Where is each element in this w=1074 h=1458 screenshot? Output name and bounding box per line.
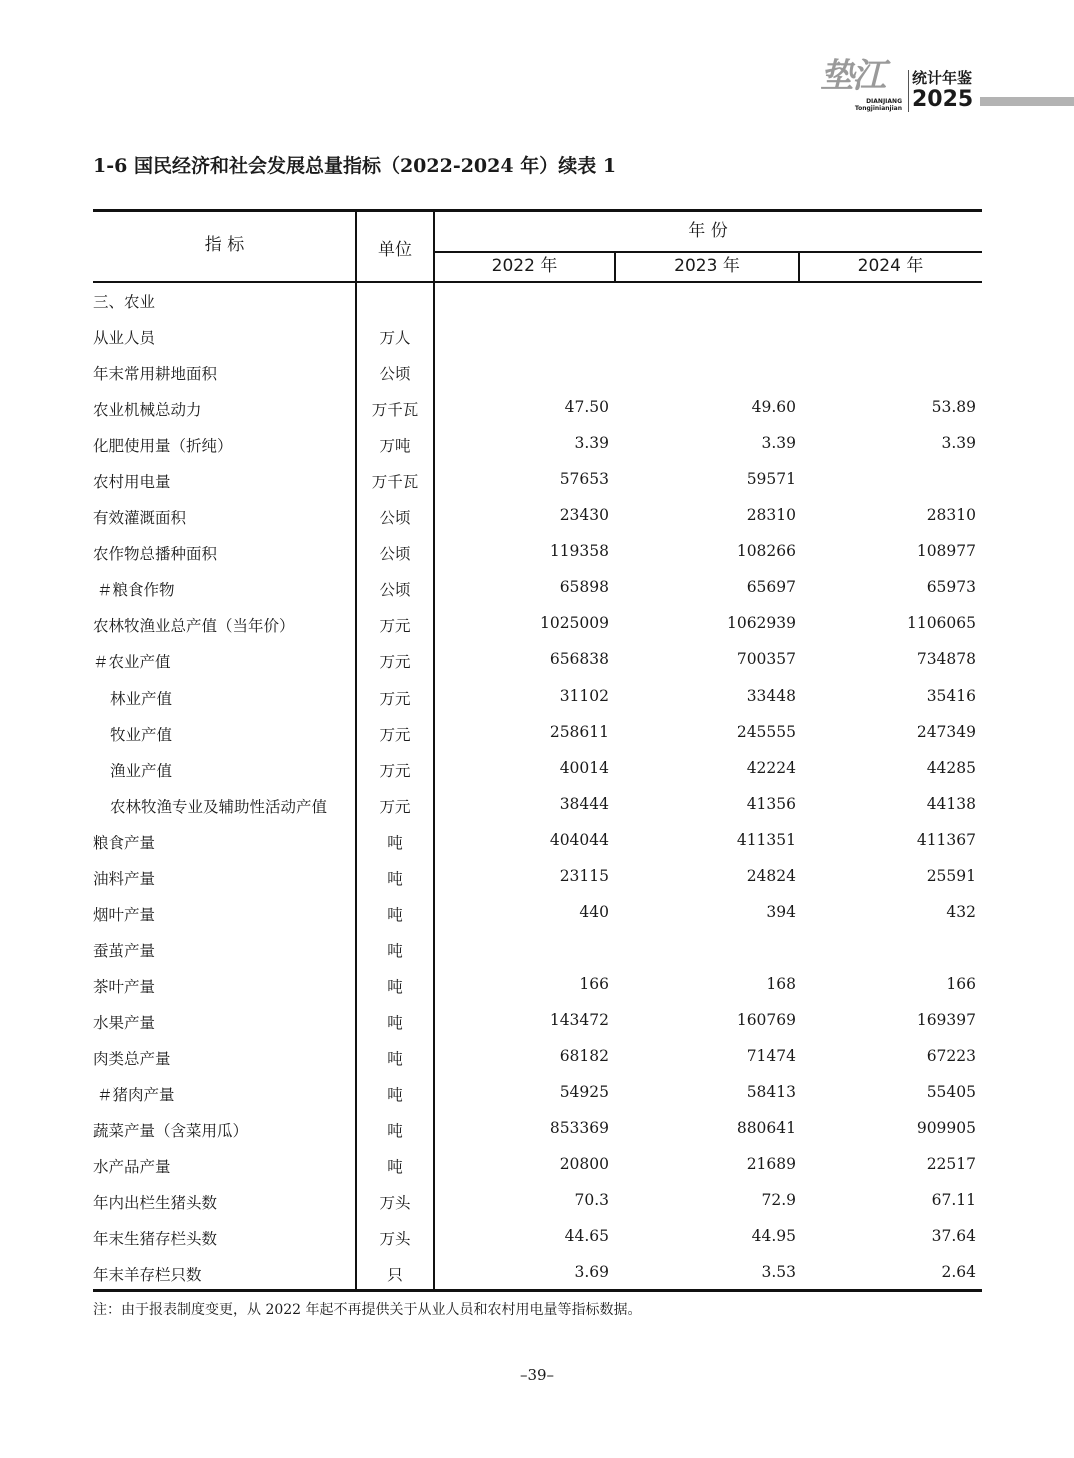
yearbook-logo [820,58,986,118]
table-row [93,426,982,462]
value-2023: 700357 [736,650,796,669]
unit-cell: 公顷 [379,545,411,564]
value-2022: 20800 [559,1155,609,1174]
indicator-name: 水果产量 [93,1013,156,1032]
unit-cell: 万元 [379,725,411,744]
value-2023: 108266 [736,542,796,561]
indicator-name: 油料产量 [93,869,156,888]
value-2024: 432 [946,902,976,921]
value-2022: 38444 [559,794,609,813]
value-2022: 3.39 [574,434,609,453]
unit-cell: 吨 [387,1013,403,1032]
header-unit: 单位 [378,240,412,260]
table-row [93,642,982,678]
indicator-name: 农林牧渔专业及辅助性活动产值 [110,797,328,816]
value-2023: 3.39 [761,434,796,453]
value-2024: 55405 [926,1083,976,1102]
table-row [93,390,982,426]
table-row [93,895,982,931]
table-row [93,787,982,823]
value-2023: 71474 [746,1046,796,1065]
indicator-name: 蚕茧产量 [93,941,156,960]
unit-cell: 公顷 [379,365,411,384]
value-2022: 656838 [549,650,609,669]
table-row [93,715,982,751]
unit-cell: 吨 [387,1049,403,1068]
indicator-name: 烟叶产量 [93,905,156,924]
logo-pinyin [830,98,902,112]
table-row [93,318,982,354]
header-year-2022: 2022 年 [491,256,558,276]
value-2023: 411351 [736,830,796,849]
table-row [93,1183,982,1219]
value-2022: 23430 [559,506,609,525]
value-2022: 54925 [559,1083,609,1102]
table-row [93,606,982,642]
indicator-name: 农村用电量 [93,473,171,492]
logo-pinyin-2: Tongjinianjian [854,105,902,112]
indicator-name: 蔬菜产量（含菜用瓜） [93,1122,249,1141]
indicator-name: 茶叶产量 [93,977,156,996]
header-year-group: 年 份 [688,221,728,241]
value-2024: 169397 [916,1010,976,1029]
value-2024: 1106065 [906,614,976,633]
value-2024: 3.39 [941,434,976,453]
value-2024: 37.64 [931,1227,976,1246]
value-2023: 72.9 [761,1191,796,1210]
value-2024: 734878 [916,650,976,669]
value-2024: 25591 [926,866,976,885]
indicator-name: 林业产值 [110,689,173,708]
indicator-name: 农作物总播种面积 [93,545,218,564]
unit-cell: 万元 [379,689,411,708]
value-2023: 3.53 [761,1263,796,1282]
value-2024: 22517 [926,1155,976,1174]
table-row [93,498,982,534]
value-2022: 853369 [549,1119,609,1138]
unit-cell: 吨 [387,833,403,852]
value-2022: 31102 [559,686,609,705]
value-2024: 35416 [926,686,976,705]
unit-cell: 万头 [379,1194,411,1213]
value-2023: 59571 [746,470,796,489]
table-row [93,1219,982,1255]
unit-cell: 万元 [379,761,411,780]
value-2022: 47.50 [564,398,609,417]
value-2023: 28310 [746,506,796,525]
footnote: 注：由于报表制度变更，从 2022 年起不再提供关于从业人员和农村用电量等指标数据。 [93,1302,642,1318]
indicator-name: 水产品产量 [93,1158,171,1177]
indicator-name: 三、农业 [93,293,156,311]
value-2022: 40014 [559,758,609,777]
indicator-name: ＃粮食作物 [97,581,175,600]
value-2023: 21689 [746,1155,796,1174]
value-2024: 53.89 [931,398,976,417]
value-2024: 28310 [926,506,976,525]
unit-cell: 万千瓦 [371,473,419,492]
value-2022: 68182 [559,1046,609,1065]
value-2024: 67223 [926,1046,976,1065]
indicator-name: 渔业产值 [110,761,173,780]
table-row [93,570,982,606]
table-row [93,931,982,967]
value-2023: 245555 [736,722,796,741]
value-2023: 168 [766,974,796,993]
value-2023: 42224 [746,758,796,777]
indicator-name: 牧业产值 [110,725,173,744]
table-row [93,1003,982,1039]
indicator-name: ＃农业产值 [93,653,171,672]
table-row [93,1075,982,1111]
value-2024: 44138 [926,794,976,813]
value-2022: 440 [579,902,609,921]
table-row [93,967,982,1003]
indicator-name: 年末生猪存栏头数 [93,1230,218,1249]
table-row [93,859,982,895]
unit-cell: 吨 [387,941,403,960]
value-2022: 404044 [549,830,609,849]
table-top-rule [93,209,982,212]
value-2022: 23115 [559,866,609,885]
page-title: 1-6 国民经济和社会发展总量指标（2022-2024 年）续表 1 [93,155,617,177]
table-row [93,1039,982,1075]
table-bottom-rule [93,1289,982,1292]
unit-cell: 万千瓦 [371,401,419,420]
header-bar [980,97,1074,106]
header-year-2024: 2024 年 [857,256,924,276]
unit-cell: 万吨 [379,437,411,456]
indicator-name: 年末常用耕地面积 [93,365,218,384]
value-2023: 49.60 [751,398,796,417]
unit-cell: 只 [387,1266,403,1285]
logo-title: 统计年鉴 [912,69,973,87]
indicator-name: 年末羊存栏只数 [93,1266,202,1285]
value-2023: 58413 [746,1083,796,1102]
value-2022: 258611 [549,722,609,741]
value-2022: 166 [579,974,609,993]
unit-cell: 万元 [379,617,411,636]
value-2023: 880641 [736,1119,796,1138]
unit-cell: 万元 [379,653,411,672]
value-2023: 33448 [746,686,796,705]
value-2024: 2.64 [941,1263,976,1282]
unit-cell: 吨 [387,905,403,924]
unit-cell: 吨 [387,977,403,996]
indicator-name: ＃猪肉产量 [97,1086,175,1105]
unit-cell: 吨 [387,1086,403,1105]
unit-cell: 万元 [379,797,411,816]
value-2022: 119358 [549,542,609,561]
header-year-2023: 2023 年 [674,256,740,276]
value-2022: 70.3 [574,1191,609,1210]
value-2024: 166 [946,974,976,993]
value-2022: 65898 [559,578,609,597]
table-row [93,462,982,498]
table-row [93,282,982,318]
indicator-name: 粮食产量 [93,833,156,852]
unit-cell: 吨 [387,869,403,888]
value-2024: 44285 [926,758,976,777]
indicator-name: 年内出栏生猪头数 [93,1194,218,1213]
indicator-name: 农林牧渔业总产值（当年价） [93,617,295,636]
value-2024: 65973 [926,578,976,597]
indicator-name: 肉类总产量 [93,1049,171,1068]
value-2024: 909905 [916,1119,976,1138]
header-indicator: 指 标 [204,235,245,255]
unit-cell: 吨 [387,1122,403,1141]
value-2023: 1062939 [726,614,796,633]
value-2024: 411367 [916,830,976,849]
unit-cell: 万头 [379,1230,411,1249]
table-row [93,1111,982,1147]
logo-year: 2025 [912,87,974,112]
page-number: –39– [519,1366,555,1384]
unit-cell: 公顷 [379,509,411,528]
value-2023: 65697 [746,578,796,597]
value-2023: 24824 [746,866,796,885]
value-2024: 247349 [916,722,976,741]
value-2022: 44.65 [564,1227,609,1246]
table-row [93,354,982,390]
value-2023: 394 [766,902,796,921]
value-2024: 108977 [916,542,976,561]
value-2022: 3.69 [574,1263,609,1282]
value-2023: 44.95 [751,1227,796,1246]
value-2022: 1025009 [539,614,609,633]
unit-cell: 万人 [379,329,411,348]
table-row [93,751,982,787]
indicator-name: 从业人员 [93,329,156,348]
table-body [93,282,982,1291]
table-row [93,679,982,715]
value-2024: 67.11 [931,1191,976,1210]
logo-separator [908,70,909,112]
logo-pinyin-1: DIANJIANG [866,98,902,105]
value-2023: 160769 [736,1010,796,1029]
value-2022: 143472 [549,1010,609,1029]
table-row [93,1255,982,1291]
indicator-name: 有效灌溉面积 [93,509,187,528]
table-row [93,823,982,859]
indicator-name: 化肥使用量（折纯） [93,437,233,456]
value-2023: 41356 [746,794,796,813]
indicator-name: 农业机械总动力 [93,401,202,420]
table-row [93,1147,982,1183]
header-divider [434,251,982,253]
unit-cell: 吨 [387,1158,403,1177]
value-2022: 57653 [559,470,609,489]
unit-cell: 公顷 [379,581,411,600]
logo-calligraphy: 垫江 [820,56,884,96]
table-row [93,534,982,570]
